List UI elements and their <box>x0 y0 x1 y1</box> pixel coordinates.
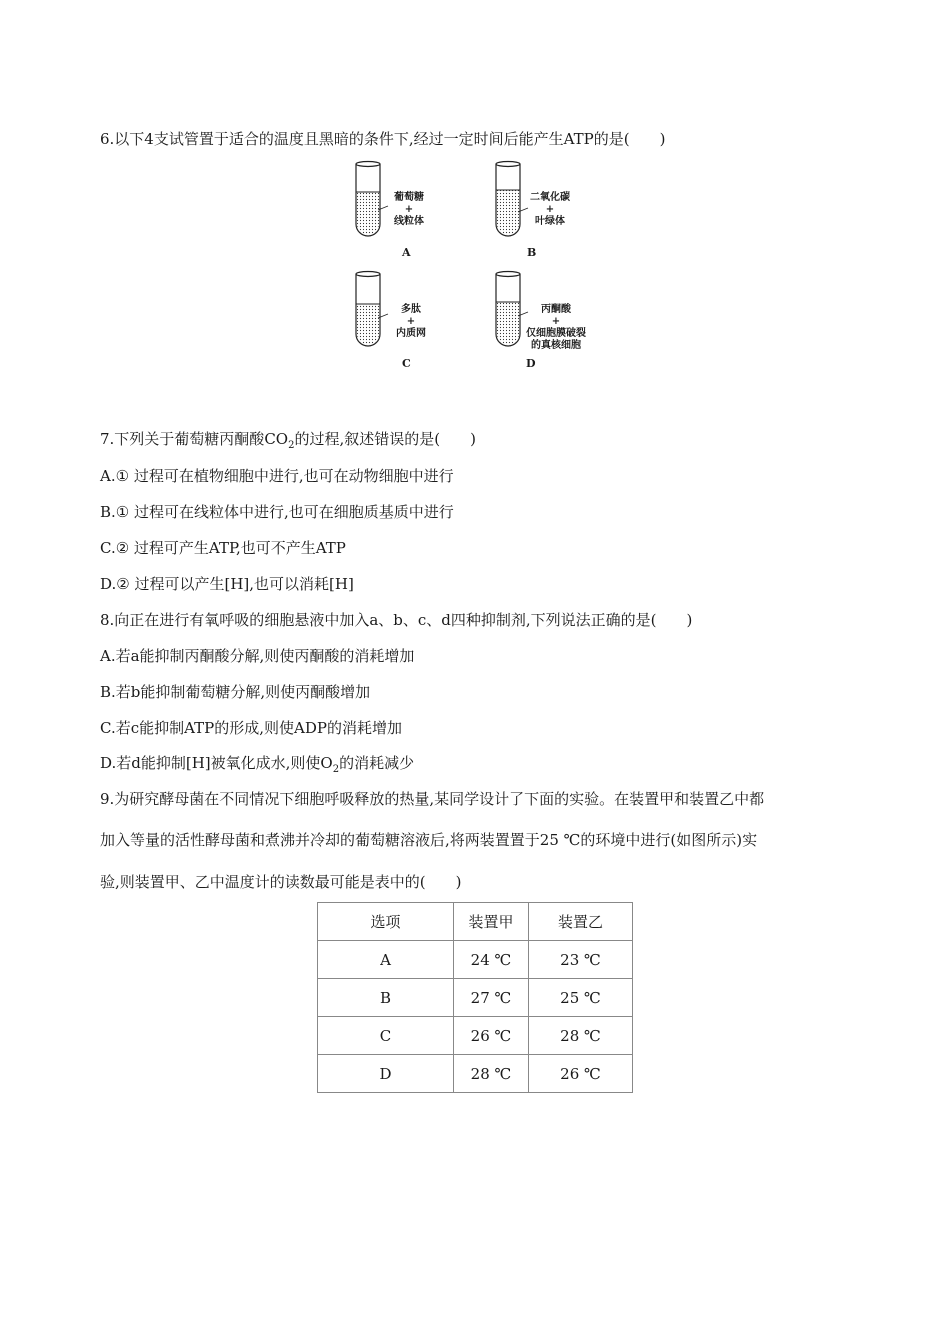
tube-d-line1: 丙酮酸 <box>541 304 571 315</box>
question-9-line-2: 加入等量的活性酵母菌和煮沸并冷却的葡萄糖溶液后,将两装置置于25 ℃的环境中进行(如图所示)实 <box>100 831 758 849</box>
table-cell: C <box>318 1017 454 1055</box>
tube-b-line1: 二氧化碳 <box>530 192 570 203</box>
question-8-option-d <box>100 752 414 775</box>
table-header-device-a: 装置甲 <box>454 903 529 941</box>
tube-b-line2: 叶绿体 <box>535 216 565 227</box>
question-7-option-a: A.① 过程可在植物细胞中进行,也可在动物细胞中进行 <box>100 467 454 485</box>
tube-a-letter: A <box>402 246 411 259</box>
test-tube-d <box>496 272 528 347</box>
table-cell: 25 ℃ <box>529 979 633 1017</box>
tube-b-letter: B <box>527 246 537 259</box>
table-cell: A <box>318 941 454 979</box>
table-row <box>318 979 633 1017</box>
table-cell: 26 ℃ <box>529 1055 633 1093</box>
tube-c-line2: 内质网 <box>396 328 426 339</box>
table-header-device-b: 装置乙 <box>529 903 633 941</box>
question-9-line-3: 验,则装置甲、乙中温度计的读数最可能是表中的( ) <box>100 873 462 891</box>
question-7-option-c: C.② 过程可产生ATP,也可不产生ATP <box>100 539 346 557</box>
tube-d-plus: + <box>551 316 561 327</box>
question-7-stem-post: 的过程,叙述错误的是( ) <box>294 430 476 448</box>
table-row <box>318 941 633 979</box>
table-cell: B <box>318 979 454 1017</box>
answer-options-table <box>317 902 633 1093</box>
tube-c-line1: 多肽 <box>401 304 421 315</box>
tube-a-label <box>394 192 424 228</box>
test-tube-a <box>356 162 388 237</box>
question-8-option-a: A.若a能抑制丙酮酸分解,则使丙酮酸的消耗增加 <box>100 647 415 665</box>
question-8-stem: 8.向正在进行有氧呼吸的细胞悬液中加入a、b、c、d四种抑制剂,下列说法正确的是( ) <box>100 611 693 629</box>
table-cell: 28 ℃ <box>454 1055 529 1093</box>
tube-c-letter: C <box>402 357 411 370</box>
table-cell: D <box>318 1055 454 1093</box>
tube-c-plus: + <box>406 316 416 327</box>
tube-d-line3: 的真核细胞 <box>531 340 581 351</box>
table-row <box>318 1055 633 1093</box>
tube-a-line1: 葡萄糖 <box>394 192 424 203</box>
table-header-option: 选项 <box>318 903 454 941</box>
table-header-row <box>318 903 633 941</box>
question-7-stem-sub: 2 <box>288 440 295 451</box>
tube-b-plus: + <box>545 204 555 215</box>
question-6-stem: 6.以下4支试管置于适合的温度且黑暗的条件下,经过一定时间后能产生ATP的是( ) <box>100 130 666 148</box>
table-cell: 26 ℃ <box>454 1017 529 1055</box>
question-8-option-d-pre: D.若d能抑制[H]被氧化成水,则使O <box>100 754 333 772</box>
question-9-line-1: 9.为研究酵母菌在不同情况下细胞呼吸释放的热量,某同学设计了下面的实验。在装置甲和装置乙中都 <box>100 790 765 808</box>
tube-d-label <box>526 304 586 352</box>
question-8-option-d-sub: 2 <box>332 764 340 775</box>
table-row <box>318 1017 633 1055</box>
question-7-option-d: D.② 过程可以产生[H],也可以消耗[H] <box>100 575 354 593</box>
question-7-option-b: B.① 过程可在线粒体中进行,也可在细胞质基质中进行 <box>100 503 454 521</box>
tube-c-label <box>396 304 426 340</box>
table-cell: 23 ℃ <box>529 941 633 979</box>
question-8-option-b: B.若b能抑制葡萄糖分解,则使丙酮酸增加 <box>100 683 371 701</box>
table-cell: 28 ℃ <box>529 1017 633 1055</box>
question-8-option-c: C.若c能抑制ATP的形成,则使ADP的消耗增加 <box>100 719 402 737</box>
test-tube-b <box>496 162 528 237</box>
question-7-stem <box>100 428 476 451</box>
tube-b-label <box>530 192 570 228</box>
tube-d-letter: D <box>526 357 536 370</box>
table-cell: 24 ℃ <box>454 941 529 979</box>
test-tube-figure <box>330 158 630 378</box>
question-7-stem-pre: 7.下列关于葡萄糖丙酮酸CO <box>100 430 289 448</box>
test-tube-c <box>356 272 388 347</box>
question-8-option-d-post: 的消耗减少 <box>339 754 415 772</box>
tube-d-line2: 仅细胞膜破裂 <box>526 328 586 339</box>
tube-a-line2: 线粒体 <box>394 216 424 227</box>
tube-a-plus: + <box>404 204 414 215</box>
table-cell: 27 ℃ <box>454 979 529 1017</box>
